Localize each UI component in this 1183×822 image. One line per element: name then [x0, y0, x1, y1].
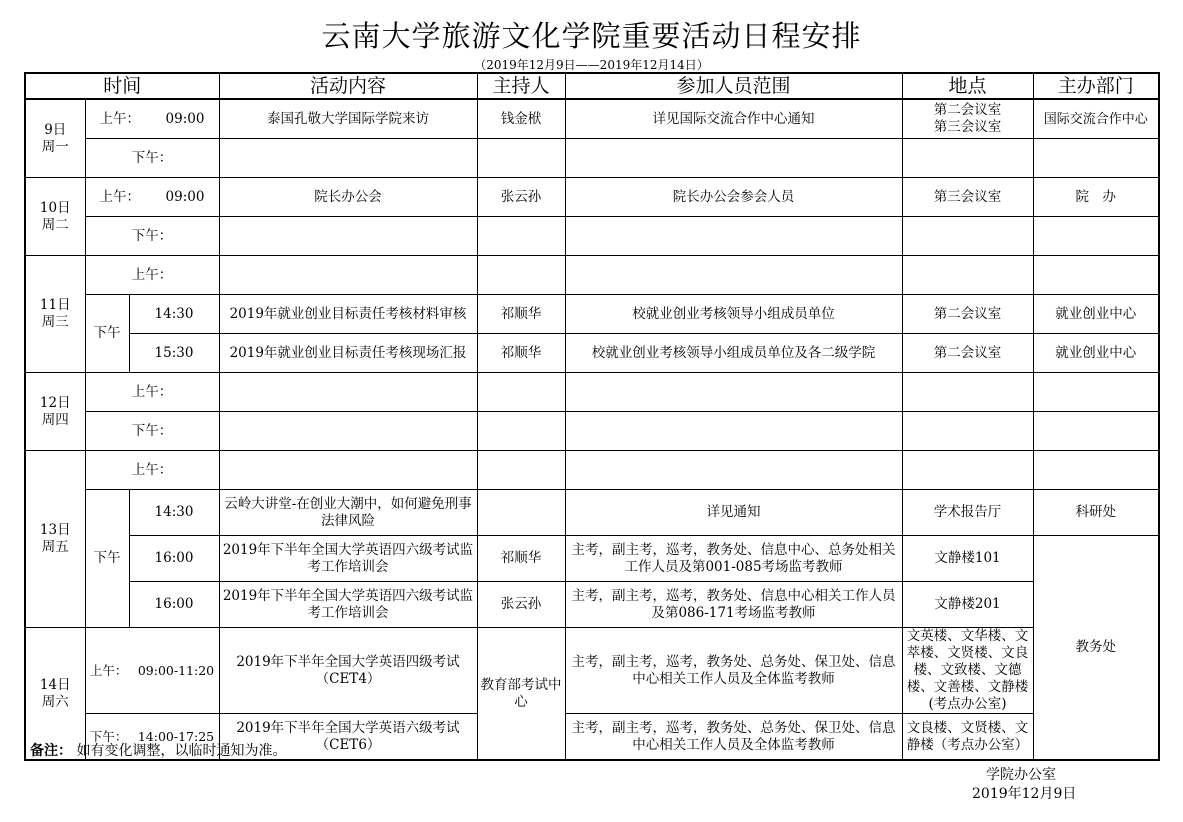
am-label: 上午： — [89, 663, 128, 678]
event-time: 14:30 — [129, 295, 219, 334]
event-time: 14:00-17:25 — [137, 729, 215, 744]
event-time: 09:00-11:20 — [137, 663, 215, 678]
event-department: 科研处 — [1033, 490, 1159, 536]
issuing-office: 学院办公室 — [986, 767, 1056, 783]
time-cell — [85, 99, 219, 139]
schedule-table — [24, 72, 1160, 761]
event-department: 院 办 — [1033, 178, 1159, 217]
event-content: 2019年下半年全国大学英语四六级考试监考工作培训会 — [219, 582, 477, 628]
event-location: 第二会议室 — [902, 334, 1033, 373]
day-cell — [25, 256, 85, 373]
event-location: 第二会议室 — [902, 295, 1033, 334]
event-participants: 主考，副主考，巡考，教务处、总务处、保卫处、信息中心相关工作人员及全体监考教师 — [565, 714, 902, 761]
table-row — [25, 295, 1159, 334]
event-content: 泰国孔敬大学国际学院来访 — [219, 99, 477, 139]
event-participants: 校就业创业考核领导小组成员单位及各二级学院 — [565, 334, 902, 373]
table-row — [25, 451, 1159, 490]
event-content: 院长办公会 — [219, 178, 477, 217]
remarks-text: 如有变化调整，以临时通知为准。 — [76, 743, 287, 759]
table-row — [25, 628, 1159, 714]
remarks-label: 备注： — [30, 743, 72, 759]
header-participants: 参加人员范围 — [565, 73, 902, 99]
day-date: 14日 — [39, 676, 71, 693]
table-row — [25, 536, 1159, 582]
event-host: 祁顺华 — [477, 536, 565, 582]
am-label: 上午： — [99, 110, 141, 127]
pm-label: 下午： — [89, 729, 128, 744]
remarks — [30, 740, 286, 760]
day-weekday: 周三 — [41, 314, 69, 330]
event-host: 祁顺华 — [477, 295, 565, 334]
header-time: 时间 — [25, 73, 219, 99]
am-label: 上午： — [85, 451, 219, 490]
day-date: 11日 — [39, 297, 71, 313]
day-date: 12日 — [39, 394, 71, 411]
event-time: 15:30 — [129, 334, 219, 373]
event-department: 国际交流合作中心 — [1033, 99, 1159, 139]
event-participants: 主考，副主考，巡考，教务处、总务处、保卫处、信息中心相关工作人员及全体监考教师 — [565, 628, 902, 714]
event-location: 文良楼、文贤楼、文静楼（考点办公室） — [902, 714, 1033, 761]
table-row — [25, 490, 1159, 536]
event-time: 16:00 — [129, 536, 219, 582]
event-time: 14:30 — [129, 490, 219, 536]
event-participants: 院长办公会参会人员 — [565, 178, 902, 217]
header-host: 主持人 — [477, 73, 565, 99]
pm-label: 下午 — [85, 295, 129, 373]
date-range-subtitle: （2019年12月9日——2019年12月14日） — [474, 58, 709, 72]
pm-label: 下午 — [85, 490, 129, 628]
event-location: 文英楼、文华楼、文萃楼、文贤楼、文良楼、文致楼、文德楼、文善楼、文静楼(考点办公室) — [902, 628, 1033, 714]
page-title: 云南大学旅游文化学院重要活动日程安排 — [321, 19, 862, 53]
am-label: 上午： — [85, 256, 219, 295]
event-participants: 详见国际交流合作中心通知 — [565, 99, 902, 139]
am-label: 上午： — [85, 373, 219, 412]
header-location: 地点 — [902, 73, 1033, 99]
event-content: 2019年下半年全国大学英语六级考试（CET6） — [219, 714, 477, 761]
pm-label: 下午： — [85, 412, 219, 451]
event-content: 云岭大讲堂-在创业大潮中，如何避免刑事法律风险 — [219, 490, 477, 536]
table-row — [25, 412, 1159, 451]
table-row — [25, 256, 1159, 295]
issue-date: 2019年12月9日 — [972, 786, 1077, 802]
event-participants: 主考，副主考，巡考，教务处、信息中心相关工作人员及第086-171考场监考教师 — [565, 582, 902, 628]
table-row — [25, 178, 1159, 217]
header-content: 活动内容 — [219, 73, 477, 99]
event-department: 就业创业中心 — [1033, 334, 1159, 373]
day-cell — [25, 178, 85, 256]
event-time: 09:00 — [165, 188, 205, 205]
event-location: 第三会议室 — [902, 178, 1033, 217]
day-weekday: 周四 — [41, 411, 69, 428]
day-date: 10日 — [39, 199, 71, 216]
table-row — [25, 139, 1159, 178]
event-host: 张云孙 — [477, 582, 565, 628]
table-row — [25, 373, 1159, 412]
am-label: 上午： — [99, 188, 141, 205]
event-host: 钱金栿 — [477, 99, 565, 139]
event-department: 教务处 — [1033, 536, 1159, 761]
event-participants: 主考，副主考，巡考，教务处、信息中心、总务处相关工作人员及第001-085考场监考教师 — [565, 536, 902, 582]
day-weekday: 周六 — [41, 693, 69, 710]
event-participants: 详见通知 — [565, 490, 902, 536]
pm-label: 下午： — [85, 217, 219, 256]
table-row — [25, 334, 1159, 373]
event-department: 就业创业中心 — [1033, 295, 1159, 334]
day-cell — [25, 373, 85, 451]
day-cell — [25, 99, 85, 178]
event-host: 张云孙 — [477, 178, 565, 217]
event-content: 2019年下半年全国大学英语四六级考试监考工作培训会 — [219, 536, 477, 582]
day-weekday: 周一 — [41, 138, 69, 155]
event-participants: 校就业创业考核领导小组成员单位 — [565, 295, 902, 334]
event-host: 祁顺华 — [477, 334, 565, 373]
event-location: 文静楼201 — [902, 582, 1033, 628]
table-row — [25, 582, 1159, 628]
day-date: 9日 — [44, 121, 67, 138]
event-content: 2019年下半年全国大学英语四级考试（CET4） — [219, 628, 477, 714]
day-date: 13日 — [39, 522, 71, 538]
day-weekday: 周五 — [41, 539, 69, 555]
pm-label: 下午： — [85, 139, 219, 178]
event-time: 09:00 — [165, 110, 205, 127]
event-content: 2019年就业创业目标责任考核现场汇报 — [219, 334, 477, 373]
event-host — [477, 490, 565, 536]
time-cell — [85, 178, 219, 217]
table-row — [25, 99, 1159, 139]
event-content: 2019年就业创业目标责任考核材料审核 — [219, 295, 477, 334]
day-weekday: 周二 — [41, 216, 69, 233]
event-time: 16:00 — [129, 582, 219, 628]
time-cell — [85, 628, 219, 714]
event-host: 教育部考试中心 — [477, 628, 565, 761]
header-row — [25, 73, 1159, 99]
header-department: 主办部门 — [1033, 73, 1159, 99]
event-location: 第二会议室 第三会议室 — [902, 99, 1033, 139]
event-location: 文静楼101 — [902, 536, 1033, 582]
day-cell — [25, 451, 85, 628]
event-location: 学术报告厅 — [902, 490, 1033, 536]
table-row — [25, 217, 1159, 256]
